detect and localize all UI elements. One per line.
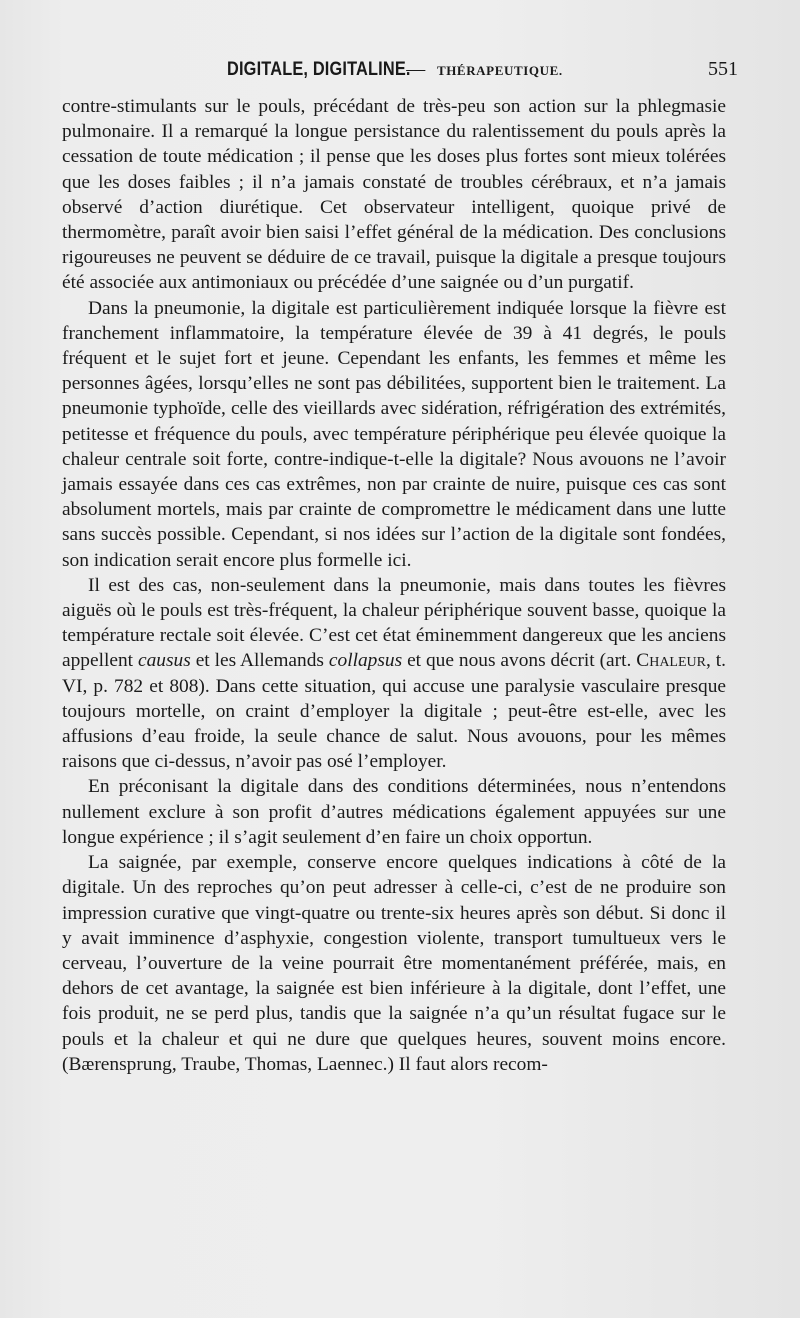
paragraph-3-text-c: et que nous avons décrit (art.: [402, 650, 637, 672]
paragraph-3: [62, 573, 726, 775]
paragraph-1: contre-stimulants sur le pouls, précédant de très-peu son action sur la phlegmasie pulmonaire. Il a remarqué la longue persistance du ralentissement du pouls après la cessation de toute médication ; il pense que les doses plus fortes sont mieux tolérées que les doses faibles ; il n’a jamais constaté de troubles cérébraux, et n’a jamais observé d’action diurétique. Cet observateur intelligent, quoique privé de thermomètre, paraît avoir bien saisi l’effet général de la médication. Des conclusions rigoureuses ne peuvent se déduire de ce travail, puisque la digitale a presque toujours été associée aux antimoniaux ou précédée d’une saignée ou d’un purgatif.: [62, 96, 726, 294]
main-text: [62, 94, 726, 1077]
paragraph-3-text-d: , t. VI, p. 782 et 808). Dans cette situation, qui accuse une paralysie vasculaire presque toujours mortelle, on craint d’employer la digitale ; peut-être est-elle, avec les affusions d’eau froide, la seule chance de salut. Nous avouons, pour les mêmes raisons que ci-dessus, n’avoir pas osé l’employer.: [62, 650, 726, 773]
running-title-separator: —: [406, 59, 426, 80]
paragraph-3-text-a: Il est des cas, non-seulement dans la pneumonie, mais dans toutes les fièvres aiguës où le pouls est très-fréquent, la chaleur périphérique souvent basse, quoique la température rectale soit élevée. C’est cet état éminemment dangereux que les anciens appellent: [62, 574, 726, 672]
page-number: 551: [708, 58, 738, 80]
cross-reference-chaleur: Chaleur: [636, 650, 706, 672]
paragraph-4: En préconisant la digitale dans des conditions déterminées, nous n’entendons nullement exclure à son profit d’autres médications également appuyées sur une longue expérience ; il s’agit seulement d’en faire un choix opportun.: [62, 776, 726, 848]
paragraph-3-text-b: et les Allemands: [190, 650, 329, 672]
running-title: [62, 56, 688, 81]
running-header: [62, 56, 738, 88]
term-collapsus: collapsus: [328, 650, 403, 672]
running-title-section: THÉRAPEUTIQUE.: [436, 63, 563, 78]
paragraph-2: Dans la pneumonie, la digitale est particulièrement indiquée lorsque la fièvre est franchement inflammatoire, la température élevée de 39 à 41 degrés, le pouls fréquent et le sujet fort et jeune. Cependant les enfants, les femmes et même les personnes âgées, lorsqu’elles ne sont pas débilitées, supportent bien le traitement. La pneumonie typhoïde, celle des vieillards avec sidération, réfrigération des extrémités, petitesse et fréquence du pouls, avec température périphérique peu élevée quoique la chaleur centrale soit forte, contre-indique-t-elle la digitale? Nous avouons ne l’avoir jamais essayée dans ces cas extrêmes, non par crainte de nuire, puisque ces cas sont absolument mortels, mais par crainte de compromettre le médicament dans une lutte sans succès possible. Cependant, si nos idées sur l’action de la digitale sont fondées, son indication serait encore plus formelle ici.: [62, 297, 726, 571]
paragraph-5: La saignée, par exemple, conserve encore quelques indications à côté de la digitale. Un des reproches qu’on peut adresser à celle-ci, c’est de ne produire son impression curative que vingt-quatre ou trente-six heures après son début. Si donc il y avait imminence d’asphyxie, congestion violente, transport tumultueux vers le cerveau, l’ouverture de la veine pourrait être momentanément préférée, mais, en dehors de cet avantage, la saignée est bien inférieure à la digitale, dont l’effet, une fois produit, ne se perd plus, tandis que la saignée n’a qu’un résultat fugace sur le pouls et la chaleur et qui ne dure que quelques heures, souvent moins encore. (Bærensprung, Traube, Thomas, Laennec.) Il faut alors recom-: [62, 852, 726, 1075]
running-title-main: DIGITALE, DIGITALINE.: [227, 59, 411, 80]
term-causus: causus: [137, 650, 191, 672]
